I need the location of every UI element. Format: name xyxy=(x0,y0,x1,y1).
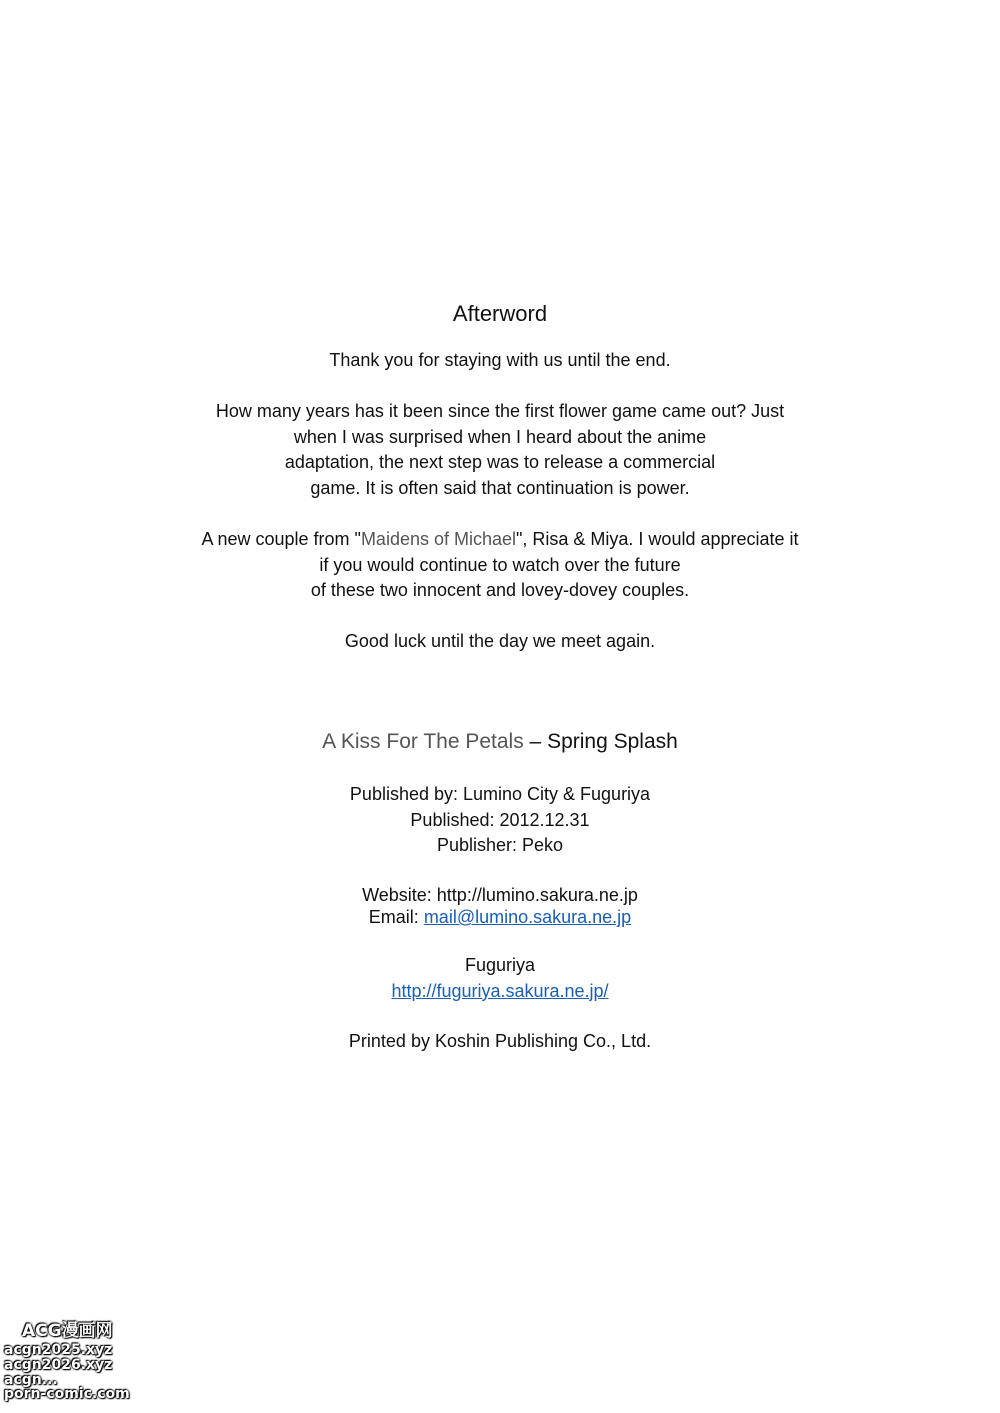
fuguriya-info xyxy=(0,953,1000,1004)
publisher: Publisher: Peko xyxy=(436,835,564,855)
email-link[interactable]: mail@lumino.sakura.ne.jp xyxy=(423,907,632,927)
email-label: Email: xyxy=(368,907,424,927)
afterword-paragraph-4 xyxy=(0,629,1000,655)
text-segment: A new couple from " xyxy=(201,529,361,549)
fuguriya-link[interactable]: http://fuguriya.sakura.ne.jp/ xyxy=(391,980,609,1001)
published-date: Published: 2012.12.31 xyxy=(410,809,590,830)
watermark-line: acgn2025.xyz xyxy=(4,1342,113,1358)
fuguriya-line xyxy=(0,979,1000,1005)
afterword-title: Afterword xyxy=(452,301,548,326)
fuguriya-label: Fuguriya xyxy=(464,955,536,975)
text-line: Good luck until the day we meet again. xyxy=(344,631,656,651)
printer-info xyxy=(0,1029,1000,1055)
watermark-line: acgn... xyxy=(4,1372,58,1388)
text-line: adaptation, the next step was to release a commercial xyxy=(284,452,716,472)
book-title xyxy=(0,728,1000,756)
published-by: Published by: Lumino City & Fuguriya xyxy=(349,784,651,804)
email-line xyxy=(0,906,1000,928)
afterword-paragraph-3 xyxy=(0,527,1000,604)
text-line xyxy=(0,527,1000,553)
contact-info xyxy=(0,884,1000,928)
publication-info xyxy=(0,782,1000,859)
text-line: How many years has it been since the first flower game came out? Just xyxy=(215,401,785,421)
text-line: of these two innocent and lovey-dovey couples. xyxy=(310,580,690,600)
website: Website: http://lumino.sakura.ne.jp xyxy=(362,885,638,905)
book-title-separator: – xyxy=(523,730,548,753)
watermark-line: porn-comic.com xyxy=(4,1386,130,1402)
text-line: when I was surprised when I heard about the anime xyxy=(293,426,707,447)
watermark-line: ACG漫画网 xyxy=(22,1321,113,1341)
afterword-paragraph-2 xyxy=(0,399,1000,501)
text-segment: ", Risa & Miya. I would appreciate it xyxy=(516,529,799,549)
text-line: if you would continue to watch over the future xyxy=(319,554,681,575)
text-line: Thank you for staying with us until the end. xyxy=(329,350,671,370)
afterword-paragraph-1 xyxy=(0,348,1000,374)
watermark-line: acgn2026.xyz xyxy=(4,1357,113,1373)
printed-by: Printed by Koshin Publishing Co., Ltd. xyxy=(348,1031,652,1051)
book-title-main: A Kiss For The Petals xyxy=(322,730,524,753)
work-title: Maidens of Michael xyxy=(360,529,517,549)
text-line: game. It is often said that continuation is power. xyxy=(310,477,690,498)
book-title-sub: Spring Splash xyxy=(547,730,678,753)
